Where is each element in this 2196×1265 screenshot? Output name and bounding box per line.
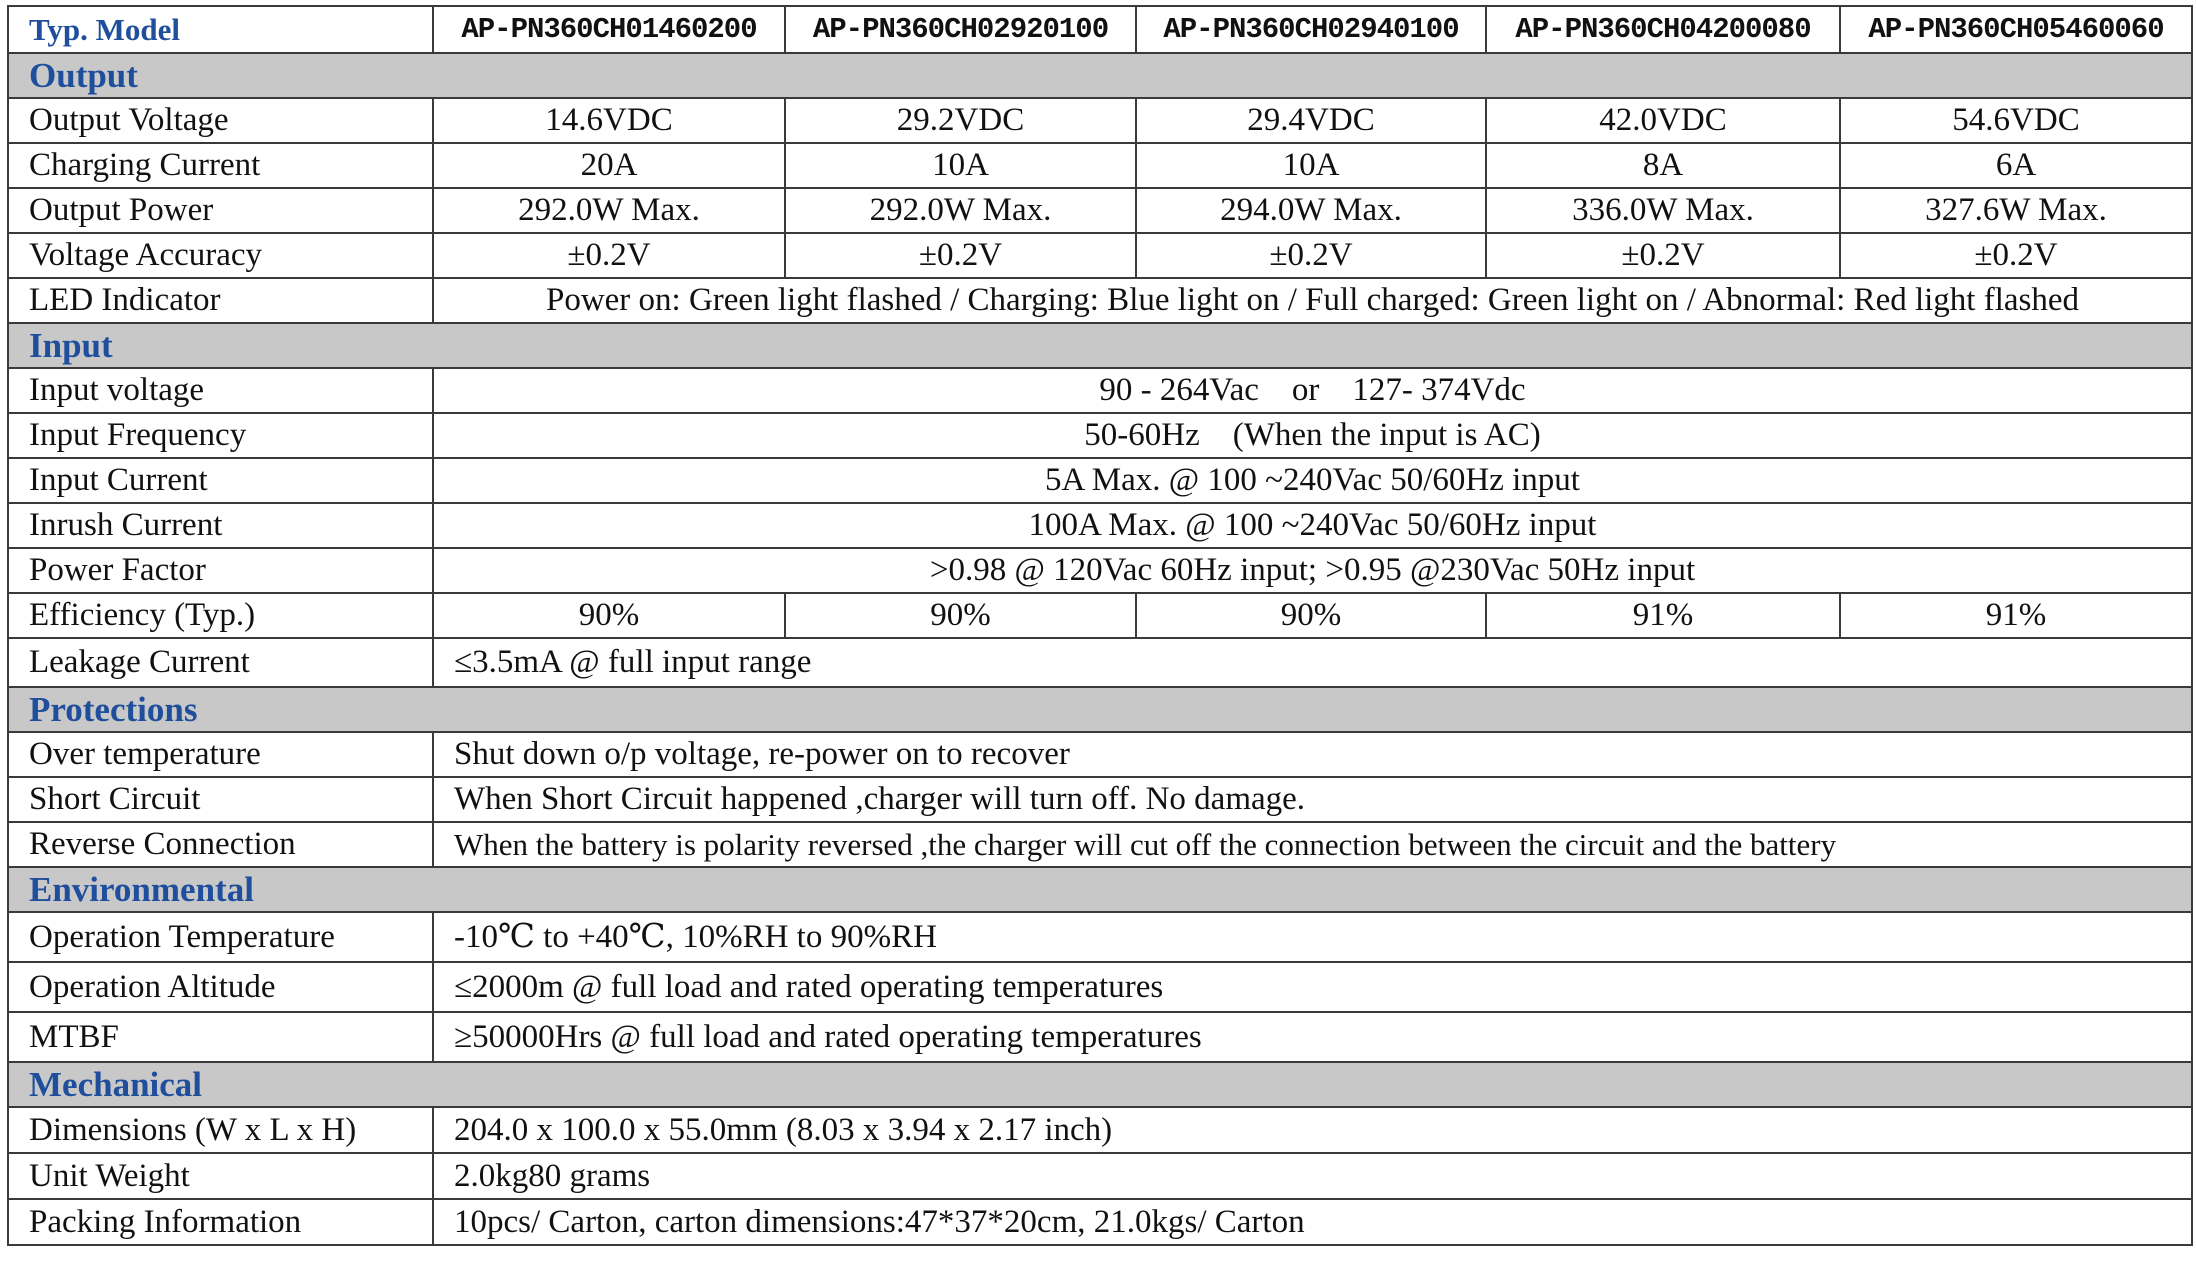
cell-value: 100A Max. @ 100 ~240Vac 50/60Hz input	[433, 503, 2192, 548]
row-label: Operation Altitude	[8, 962, 433, 1012]
section-output	[8, 53, 2192, 98]
cell-value: 2.0kg80 grams	[433, 1153, 2192, 1199]
model-3: AP-PN360CH02940100	[1136, 6, 1486, 53]
table-row-voltage-accuracy	[8, 233, 2192, 278]
model-5: AP-PN360CH05460060	[1840, 6, 2192, 53]
row-label: Leakage Current	[8, 638, 433, 687]
cell-value: >0.98 @ 120Vac 60Hz input; >0.95 @230Vac 50Hz input	[433, 548, 2192, 593]
table-row-efficiency	[8, 593, 2192, 638]
row-label: Input Frequency	[8, 413, 433, 458]
table-row-reverse-connection	[8, 822, 2192, 867]
cell-value: 29.4VDC	[1136, 98, 1486, 143]
cell-value: 42.0VDC	[1486, 98, 1840, 143]
model-1: AP-PN360CH01460200	[433, 6, 785, 53]
row-label: Dimensions (W x L x H)	[8, 1107, 433, 1153]
cell-value: ±0.2V	[1840, 233, 2192, 278]
cell-value: Shut down o/p voltage, re-power on to recover	[433, 732, 2192, 777]
row-label: Packing Information	[8, 1199, 433, 1245]
row-label: Efficiency (Typ.)	[8, 593, 433, 638]
table-row-input-frequency	[8, 413, 2192, 458]
cell-value: 90 - 264Vac or 127- 374Vdc	[433, 368, 2192, 413]
row-label: Operation Temperature	[8, 912, 433, 962]
table-row-operation-altitude	[8, 962, 2192, 1012]
cell-value: 91%	[1840, 593, 2192, 638]
model-4: AP-PN360CH04200080	[1486, 6, 1840, 53]
cell-value: 29.2VDC	[785, 98, 1136, 143]
row-label: Power Factor	[8, 548, 433, 593]
cell-value: When Short Circuit happened ,charger will turn off. No damage.	[433, 777, 2192, 822]
cell-value: ±0.2V	[1486, 233, 1840, 278]
section-title-input: Input	[8, 323, 2192, 368]
section-mechanical	[8, 1062, 2192, 1107]
cell-value: ≤3.5mA @ full input range	[433, 638, 2192, 687]
cell-value: 20A	[433, 143, 785, 188]
cell-value: When the battery is polarity reversed ,the charger will cut off the connection between the circuit and the battery	[433, 822, 2192, 867]
cell-value: 204.0 x 100.0 x 55.0mm (8.03 x 3.94 x 2.17 inch)	[433, 1107, 2192, 1153]
table-row-input-voltage	[8, 368, 2192, 413]
section-environmental	[8, 867, 2192, 912]
row-label: Short Circuit	[8, 777, 433, 822]
table-row-power-factor	[8, 548, 2192, 593]
cell-value: 90%	[433, 593, 785, 638]
row-label: Output Power	[8, 188, 433, 233]
table-row-inrush-current	[8, 503, 2192, 548]
table-row-short-circuit	[8, 777, 2192, 822]
cell-value: 8A	[1486, 143, 1840, 188]
typ-model-label: Typ. Model	[8, 6, 433, 53]
row-label: Input voltage	[8, 368, 433, 413]
table-row-led-indicator	[8, 278, 2192, 323]
row-label: Over temperature	[8, 732, 433, 777]
table-row-leakage-current	[8, 638, 2192, 687]
row-label: Voltage Accuracy	[8, 233, 433, 278]
cell-value: ±0.2V	[785, 233, 1136, 278]
cell-value: 327.6W Max.	[1840, 188, 2192, 233]
section-title-environmental: Environmental	[8, 867, 2192, 912]
cell-value: ≤2000m @ full load and rated operating temperatures	[433, 962, 2192, 1012]
row-label: LED Indicator	[8, 278, 433, 323]
cell-value: Power on: Green light flashed / Charging: Blue light on / Full charged: Green light on / Abnormal: Red light flashed	[433, 278, 2192, 323]
row-label: Reverse Connection	[8, 822, 433, 867]
cell-value: 294.0W Max.	[1136, 188, 1486, 233]
section-title-mechanical: Mechanical	[8, 1062, 2192, 1107]
cell-value: 5A Max. @ 100 ~240Vac 50/60Hz input	[433, 458, 2192, 503]
cell-value: ±0.2V	[1136, 233, 1486, 278]
cell-value: 6A	[1840, 143, 2192, 188]
section-title-protections: Protections	[8, 687, 2192, 732]
table-row-over-temperature	[8, 732, 2192, 777]
section-input	[8, 323, 2192, 368]
section-title-output: Output	[8, 53, 2192, 98]
row-label: Unit Weight	[8, 1153, 433, 1199]
cell-value: 10pcs/ Carton, carton dimensions:47*37*20cm, 21.0kgs/ Carton	[433, 1199, 2192, 1245]
cell-value: 50-60Hz (When the input is AC)	[433, 413, 2192, 458]
cell-value: 336.0W Max.	[1486, 188, 1840, 233]
row-label: Charging Current	[8, 143, 433, 188]
cell-value: 91%	[1486, 593, 1840, 638]
table-row-mtbf	[8, 1012, 2192, 1062]
table-row-dimensions	[8, 1107, 2192, 1153]
cell-value: 10A	[1136, 143, 1486, 188]
cell-value: 90%	[1136, 593, 1486, 638]
table-row-operation-temperature	[8, 912, 2192, 962]
section-protections	[8, 687, 2192, 732]
model-2: AP-PN360CH02920100	[785, 6, 1136, 53]
row-label: Input Current	[8, 458, 433, 503]
cell-value: 14.6VDC	[433, 98, 785, 143]
cell-value: 292.0W Max.	[785, 188, 1136, 233]
table-row-output-power	[8, 188, 2192, 233]
cell-value: 10A	[785, 143, 1136, 188]
table-row-packing-information	[8, 1199, 2192, 1245]
cell-value: -10℃ to +40℃, 10%RH to 90%RH	[433, 912, 2192, 962]
row-label: Output Voltage	[8, 98, 433, 143]
spec-table	[7, 5, 2193, 1246]
cell-value: 54.6VDC	[1840, 98, 2192, 143]
table-row-unit-weight	[8, 1153, 2192, 1199]
cell-value: ±0.2V	[433, 233, 785, 278]
table-header-row	[8, 6, 2192, 53]
table-row-charging-current	[8, 143, 2192, 188]
table-row-input-current	[8, 458, 2192, 503]
cell-value: 90%	[785, 593, 1136, 638]
row-label: MTBF	[8, 1012, 433, 1062]
cell-value: ≥50000Hrs @ full load and rated operating temperatures	[433, 1012, 2192, 1062]
table-row-output-voltage	[8, 98, 2192, 143]
cell-value: 292.0W Max.	[433, 188, 785, 233]
row-label: Inrush Current	[8, 503, 433, 548]
